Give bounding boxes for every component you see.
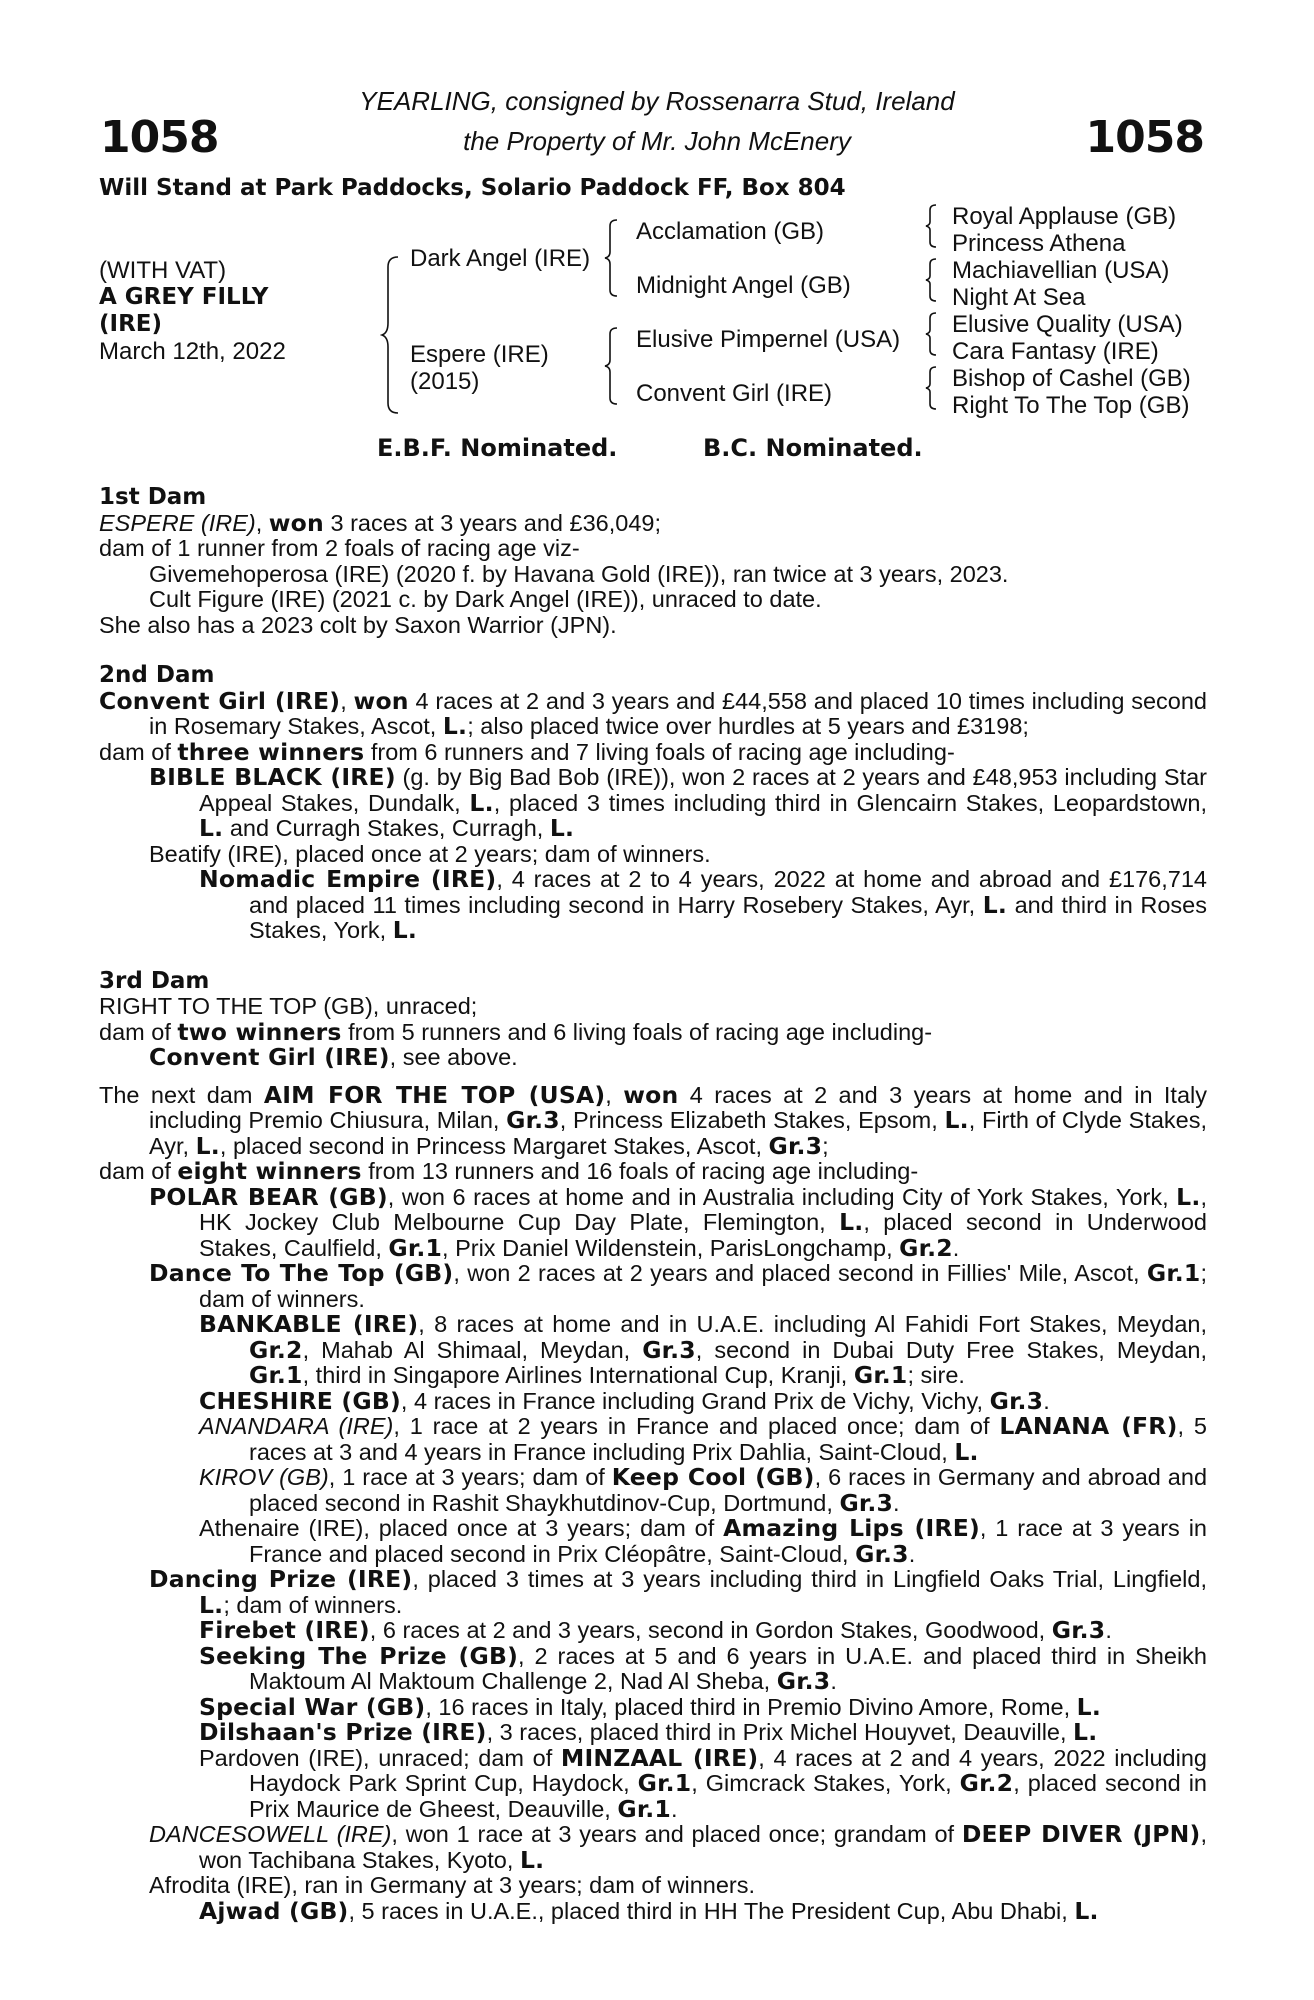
- produce-seeking-the-prize: Seeking The Prize (GB), 2 races at 5 and 6 years in U.A.E. and placed third in Sheikh Maktoum Al Maktoum Challenge 2, Nad Al Sheba, Gr.3.: [199, 1641, 1207, 1695]
- first-dam-produce-intro: dam of 1 runner from 2 foals of racing age viz-: [99, 535, 580, 561]
- produce-firebet: Firebet (IRE), 6 races at 2 and 3 years, second in Gordon Stakes, Goodwood, Gr.3.: [199, 1616, 1112, 1644]
- first-dam-name: ESPERE (IRE): [99, 509, 256, 536]
- first-dam-note: She also has a 2023 colt by Saxon Warrior (JPN).: [99, 611, 617, 638]
- pedigree-brace-g2: [924, 257, 940, 303]
- pedigree-g1: Royal Applause (GB): [952, 203, 1177, 230]
- pedigree-brace-main: [380, 255, 404, 415]
- produce-dancesowell: DANCESOWELL (IRE), won 1 race at 3 years and placed once; grandam of DEEP DIVER (JPN), won Tachibana Stakes, Kyoto, L.: [149, 1820, 1208, 1874]
- owner-line: the Property of Mr. John McEnery: [463, 126, 851, 156]
- pedigree-dam: Espere (IRE): [410, 341, 549, 368]
- pedigree-dam-sire: Elusive Pimpernel (USA): [636, 326, 901, 353]
- pedigree-dam-year: (2015): [410, 368, 480, 395]
- lot-number-left: 1058: [100, 112, 219, 163]
- produce-dilshaans-prize: Dilshaan's Prize (IRE), 3 races, placed third in Prix Michel Houyvet, Deauville, L.: [199, 1718, 1098, 1746]
- produce-afrodita: Afrodita (IRE), ran in Germany at 3 years; dam of winners.: [149, 1872, 756, 1898]
- produce-dancing-prize: Dancing Prize (IRE), placed 3 times at 3 years including third in Lingfield Oaks Trial, Lingfield, L.; dam of winners.: [149, 1565, 1207, 1619]
- first-dam-produce-1: Givemehoperosa (IRE) (2020 f. by Havana Gold (IRE)), ran twice at 3 years, 2023.: [149, 560, 1009, 587]
- pedigree-g2: Princess Athena: [952, 230, 1126, 257]
- pedigree-brace-g4: [924, 365, 940, 411]
- produce-bankable: BANKABLE (IRE), 8 races at home and in U.A.E. including Al Fahidi Fort Stakes, Meydan, Gr.2, Mahab Al Shimaal, Meydan, Gr.3, second in Dubai Duty Free Stakes, Meydan, Gr.1, third in Singapore Airlines International Cup, Kranji, Gr.1; sire.: [199, 1310, 1207, 1389]
- pedigree-brace-g3: [924, 311, 940, 357]
- next-dam-produce-intro: dam of eight winners from 13 runners and 16 foals of racing age including-: [99, 1157, 919, 1185]
- produce-athenaire: Athenaire (IRE), placed once at 3 years; dam of Amazing Lips (IRE), 1 race at 3 years in France and placed second in Prix Cléopâtre, Saint-Cloud, Gr.3.: [199, 1514, 1207, 1568]
- produce-cheshire: CHESHIRE (GB), 4 races in France including Grand Prix de Vichy, Vichy, Gr.3.: [199, 1386, 1050, 1415]
- pedigree-sire: Dark Angel (IRE): [410, 245, 591, 272]
- second-dam-record: Convent Girl (IRE), won 4 races at 2 and 3 years and £44,558 and placed 10 times including second in Rosemary Stakes, Ascot, L.; also placed twice over hurdles at 5 years and £3198;: [99, 686, 1207, 740]
- first-dam-record: ESPERE (IRE), won 3 races at 3 years and £36,049;: [99, 508, 662, 537]
- first-dam-heading: 1st Dam: [99, 484, 207, 510]
- pedigree-g8: Right To The Top (GB): [952, 392, 1190, 419]
- produce-polar-bear: POLAR BEAR (GB), won 6 races at home and in Australia including City of York Stakes, York, L., HK Jockey Club Melbourne Cup Day Plate, Flemington, L., placed second in Underwood Stakes, Caulfield, Gr.1, Prix Daniel Wildenstein, ParisLongchamp, Gr.2.: [149, 1182, 1207, 1262]
- bc-nominated: B.C. Nominated.: [703, 434, 923, 462]
- first-dam-produce-2: Cult Figure (IRE) (2021 c. by Dark Angel (IRE)), unraced to date.: [149, 586, 822, 612]
- produce-dance-to-the-top: Dance To The Top (GB), won 2 races at 2 years and placed second in Fillies' Mile, Ascot, Gr.1; dam of winners.: [149, 1259, 1207, 1312]
- produce-anandara: ANANDARA (IRE), 1 race at 2 years in France and placed once; dam of LANANA (FR), 5 races at 3 and 4 years in France including Prix Dahlia, Saint-Cloud, L.: [199, 1412, 1207, 1466]
- lot-number-right: 1058: [1085, 112, 1204, 163]
- ebf-nominated: E.B.F. Nominated.: [377, 434, 618, 462]
- second-dam-heading: 2nd Dam: [99, 662, 215, 688]
- second-dam-produce-beatify: Beatify (IRE), placed once at 2 years; dam of winners.: [149, 840, 711, 867]
- second-dam-produce-bible-black: BIBLE BLACK (IRE) (g. by Big Bad Bob (IRE)), won 2 races at 2 years and £48,953 including Star Appeal Stakes, Dundalk, L., placed 3 times including third in Glencairn Stakes, Leopardstown, L. and Curragh Stakes, Curragh, L.: [149, 763, 1207, 842]
- third-dam-heading: 3rd Dam: [99, 967, 210, 994]
- produce-kirov: KIROV (GB), 1 race at 3 years; dam of Keep Cool (GB), 6 races in Germany and abroad and placed second in Rashit Shaykhutdinov-Cup, Dortmund, Gr.3.: [199, 1463, 1208, 1517]
- pedigree-g5: Elusive Quality (USA): [952, 311, 1183, 338]
- catalogue-body: [99, 485, 1207, 1924]
- horse-name: A GREY FILLY: [99, 284, 269, 310]
- pedigree-sire-sire: Acclamation (GB): [636, 218, 825, 245]
- next-dam-record: The next dam AIM FOR THE TOP (USA), won 4 races at 2 and 3 years at home and in Italy including Premio Chiusura, Milan, Gr.3, Princess Elizabeth Stakes, Epsom, L., Firth of Clyde Stakes, Ayr, L., placed second in Princess Margaret Stakes, Ascot, Gr.3;: [99, 1080, 1208, 1160]
- second-dam-produce-intro: dam of three winners from 6 runners and 7 living foals of racing age including-: [99, 737, 955, 766]
- pedigree-g4: Night At Sea: [952, 284, 1086, 311]
- pedigree-brace-sire: [603, 218, 623, 298]
- second-dam-produce-nomadic-empire: Nomadic Empire (IRE), 4 races at 2 to 4 years, 2022 at home and abroad and £176,714 and placed 11 times including second in Harry Rosebery Stakes, Ayr, L. and third in Roses Stakes, York, L.: [199, 865, 1207, 944]
- pedigree-brace-g1: [924, 203, 940, 249]
- pedigree-g6: Cara Fantasy (IRE): [952, 338, 1159, 365]
- third-dam-produce-convent-girl: Convent Girl (IRE), see above.: [149, 1043, 518, 1071]
- pedigree-dam-dam: Convent Girl (IRE): [636, 380, 833, 407]
- consignment-line: YEARLING, consigned by Rossenarra Stud, Ireland: [359, 86, 955, 116]
- third-dam-record: RIGHT TO THE TOP (GB), unraced;: [99, 993, 478, 1019]
- horse-country: (IRE): [99, 311, 163, 337]
- pedigree-g7: Bishop of Cashel (GB): [952, 365, 1191, 392]
- produce-ajwad: Ajwad (GB), 5 races in U.A.E., placed third in HH The President Cup, Abu Dhabi, L.: [199, 1896, 1099, 1925]
- vat-note: (WITH VAT): [99, 257, 227, 284]
- produce-special-war: Special War (GB), 16 races in Italy, placed third in Premio Divino Amore, Rome, L.: [199, 1692, 1101, 1721]
- pedigree-sire-dam: Midnight Angel (GB): [636, 272, 851, 299]
- produce-pardoven: Pardoven (IRE), unraced; dam of MINZAAL (IRE), 4 races at 2 and 4 years, 2022 including Haydock Park Sprint Cup, Haydock, Gr.1, Gimcrack Stakes, York, Gr.2, placed second in Prix Maurice de Gheest, Deauville, Gr.1.: [199, 1743, 1207, 1823]
- pedigree-brace-dam: [603, 326, 623, 406]
- stand-location: Will Stand at Park Paddocks, Solario Paddock FF, Box 804: [99, 175, 846, 201]
- foaling-date: March 12th, 2022: [99, 338, 286, 365]
- pedigree-g3: Machiavellian (USA): [952, 257, 1170, 284]
- third-dam-produce-intro: dam of two winners from 5 runners and 6 living foals of racing age including-: [99, 1017, 933, 1046]
